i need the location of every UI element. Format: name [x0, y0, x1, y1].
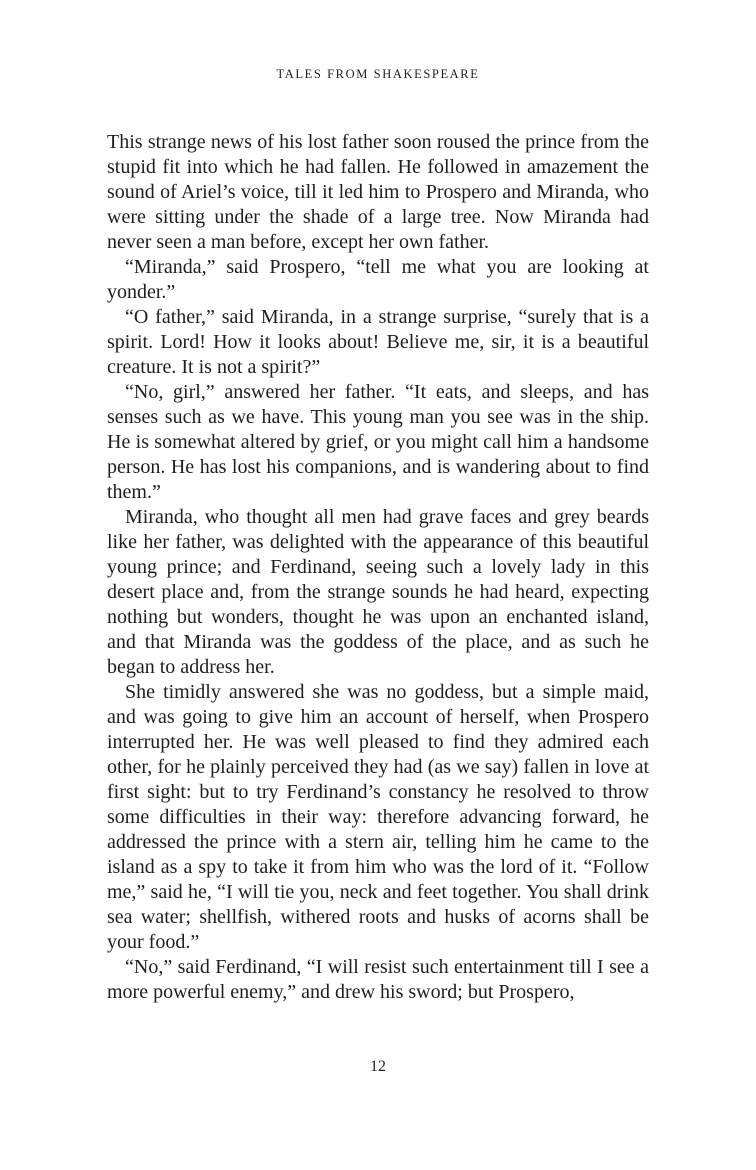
- paragraph: Miranda, who thought all men had grave faces and grey beards like her father, was delighted with the appearance of this beautiful young prince; and Ferdinand, seeing such a lovely lady in this desert place and, from the strange sounds he had heard, expecting nothing but wonders, thought he was upon an enchanted island, and that Miranda was the goddess of the place, and as such he began to address her.: [107, 506, 649, 678]
- paragraph: This strange news of his lost father soon roused the prince from the stupid fit into which he had fallen. He followed in amazement the sound of Ariel’s voice, till it led him to Prospero and Miranda, who were sitting under the shade of a large tree. Now Miranda had never seen a man before, except her own father.: [107, 131, 649, 253]
- paragraph: “O father,” said Miranda, in a strange surprise, “surely that is a spirit. Lord! How it looks about! Believe me, sir, it is a beautiful creature. It is not a spirit?”: [107, 306, 649, 378]
- paragraph: “No, girl,” answered her father. “It eats, and sleeps, and has senses such as we have. This young man you see was in the ship. He is somewhat altered by grief, or you might call him a handsome person. He has lost his companions, and is wandering about to find them.”: [107, 381, 649, 503]
- paragraph: “Miranda,” said Prospero, “tell me what you are looking at yonder.”: [107, 256, 649, 303]
- paragraph: “No,” said Ferdinand, “I will resist such entertainment till I see a more powerful enemy,” and drew his sword; but Prospero,: [107, 956, 649, 1003]
- paragraph: She timidly answered she was no goddess, but a simple maid, and was going to give him an account of herself, when Prospero interrupted her. He was well pleased to find they admired each other, for he plainly perceived they had (as we say) fallen in love at first sight: but to try Ferdinand’s constancy he resolved to throw some difficulties in their way: therefore advancing forward, he addressed the prince with a stern air, telling him he came to the island as a spy to take it from him who was the lord of it. “Follow me,” said he, “I will tie you, neck and feet together. You shall drink sea water; shellfish, withered roots and husks of acorns shall be your food.”: [107, 681, 649, 953]
- running-head: TALES FROM SHAKESPEARE: [276, 67, 480, 81]
- body-text: [107, 130, 649, 1005]
- page-number: 12: [370, 1058, 386, 1075]
